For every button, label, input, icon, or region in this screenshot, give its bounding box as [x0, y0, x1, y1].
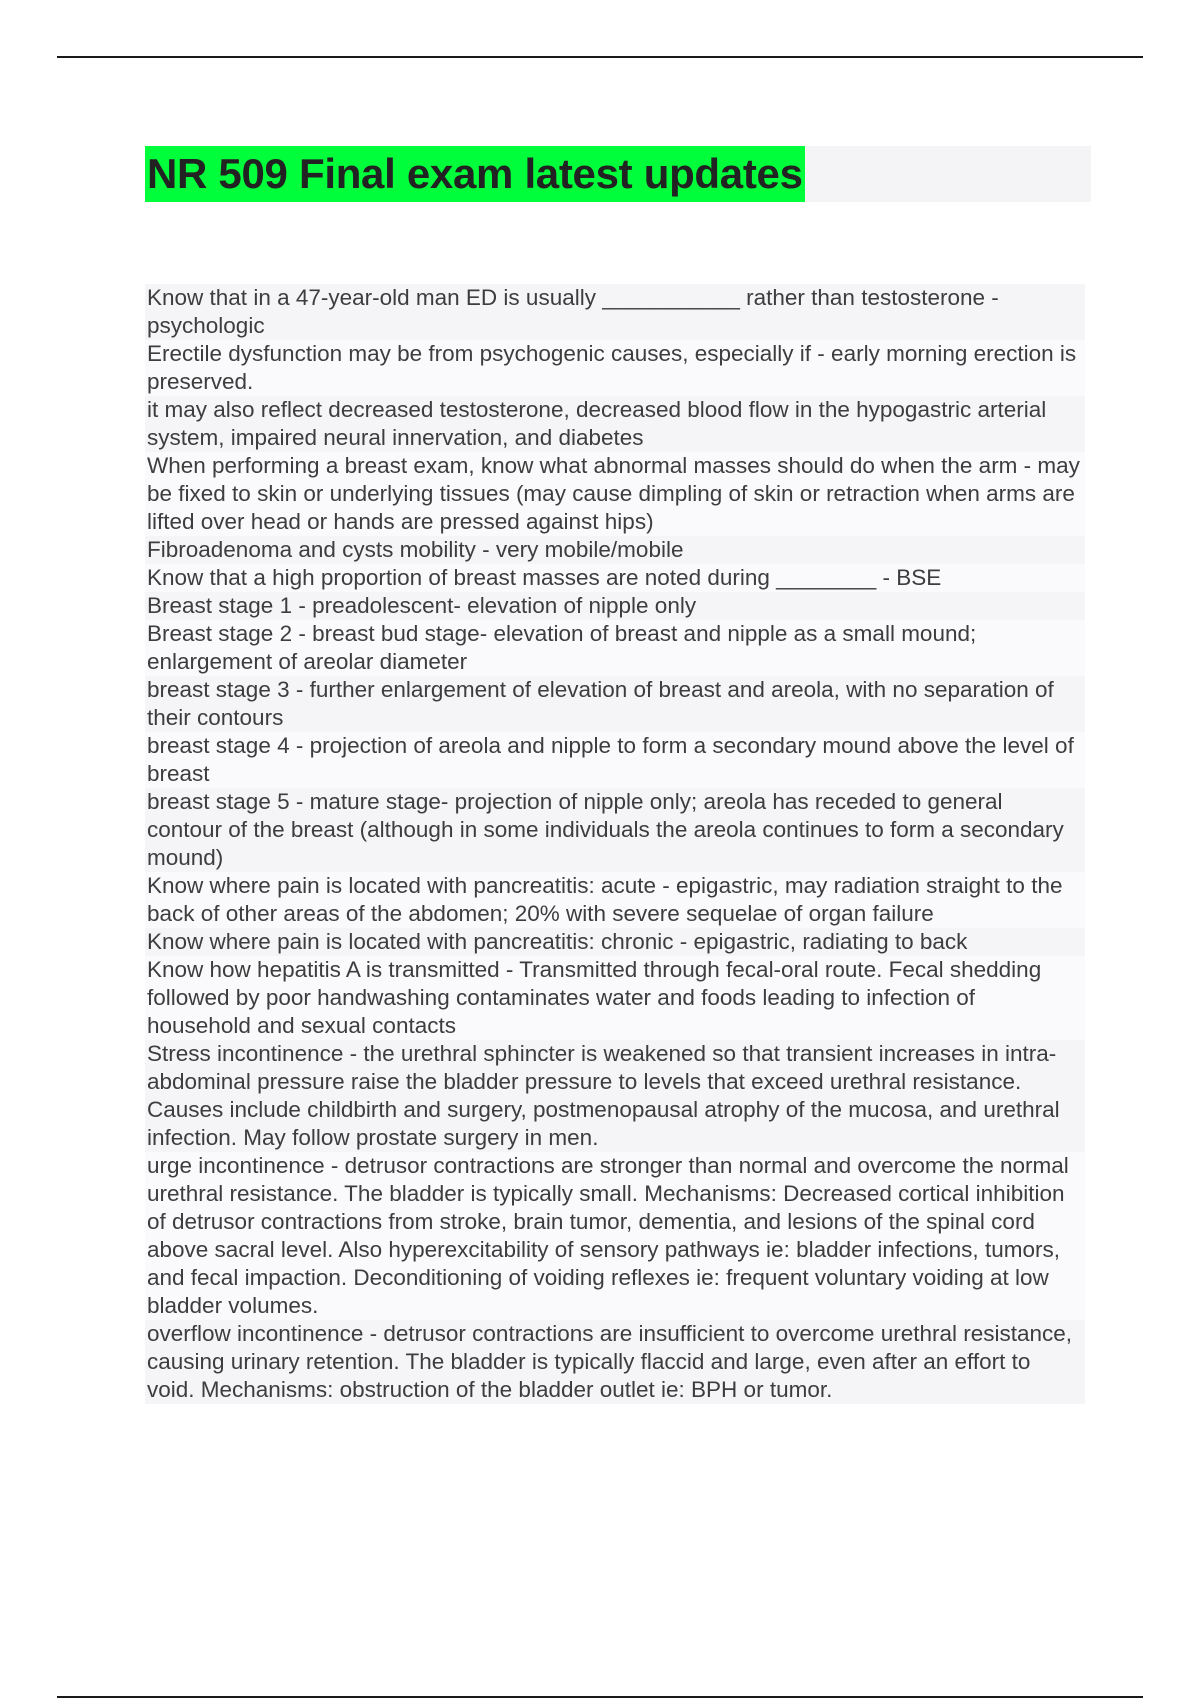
entry-pancreatitis-acute: Know where pain is located with pancreatitis: acute - epigastric, may radiation straight to the back of other areas of the abdomen; 20% with severe sequelae of organ failure	[145, 872, 1085, 928]
entry-breast-exam-masses: When performing a breast exam, know what abnormal masses should do when the arm - may be fixed to skin or underlying tissues (may cause dimpling of skin or retraction when arms are lifted over head or hands are pressed against hips)	[145, 452, 1085, 536]
entry-breast-stage-1: Breast stage 1 - preadolescent- elevation of nipple only	[145, 592, 1085, 620]
footer-rule	[57, 1696, 1143, 1698]
entry-overflow-incontinence: overflow incontinence - detrusor contractions are insufficient to overcome urethral resistance, causing urinary retention. The bladder is typically flaccid and large, even after an effort to void. Mechanisms: obstruction of the bladder outlet ie: BPH or tumor.	[145, 1320, 1085, 1404]
entry-ed-other-causes: it may also reflect decreased testosterone, decreased blood flow in the hypogastric arterial system, impaired neural innervation, and diabetes	[145, 396, 1085, 452]
document-title: NR 509 Final exam latest updates	[145, 146, 805, 202]
entry-ed-psychogenic: Erectile dysfunction may be from psychogenic causes, especially if - early morning erection is preserved.	[145, 340, 1085, 396]
entry-urge-incontinence: urge incontinence - detrusor contractions are stronger than normal and overcome the normal urethral resistance. The bladder is typically small. Mechanisms: Decreased cortical inhibition of detrusor contractions from stroke, brain tumor, dementia, and lesions of the spinal cord above sacral level. Also hyperexcitability of sensory pathways ie: bladder infections, tumors, and fecal impaction. Deconditioning of voiding reflexes ie: frequent voluntary voiding at low bladder volumes.	[145, 1152, 1085, 1320]
entry-breast-stage-2: Breast stage 2 - breast bud stage- elevation of breast and nipple as a small mound; enlargement of areolar diameter	[145, 620, 1085, 676]
study-entries	[145, 284, 1085, 1404]
header-rule	[57, 56, 1143, 58]
entry-breast-stage-5: breast stage 5 - mature stage- projection of nipple only; areola has receded to general contour of the breast (although in some individuals the areola continues to form a secondary mound)	[145, 788, 1085, 872]
entry-pancreatitis-chronic: Know where pain is located with pancreatitis: chronic - epigastric, radiating to back	[145, 928, 1085, 956]
entry-ed-age: Know that in a 47-year-old man ED is usually ___________ rather than testosterone - psychologic	[145, 284, 1085, 340]
entry-hepatitis-a: Know how hepatitis A is transmitted - Transmitted through fecal-oral route. Fecal shedding followed by poor handwashing contaminates water and foods leading to infection of household and sexual contacts	[145, 956, 1085, 1040]
entry-stress-incontinence: Stress incontinence - the urethral sphincter is weakened so that transient increases in intra-abdominal pressure raise the bladder pressure to levels that exceed urethral resistance. Causes include childbirth and surgery, postmenopausal atrophy of the mucosa, and urethral infection. May follow prostate surgery in men.	[145, 1040, 1085, 1152]
entry-fibroadenoma-mobility: Fibroadenoma and cysts mobility - very mobile/mobile	[145, 536, 1085, 564]
entry-breast-stage-3: breast stage 3 - further enlargement of elevation of breast and areola, with no separation of their contours	[145, 676, 1085, 732]
entry-breast-stage-4: breast stage 4 - projection of areola and nipple to form a secondary mound above the level of breast	[145, 732, 1085, 788]
entry-breast-masses-bse: Know that a high proportion of breast masses are noted during ________ - BSE	[145, 564, 1085, 592]
